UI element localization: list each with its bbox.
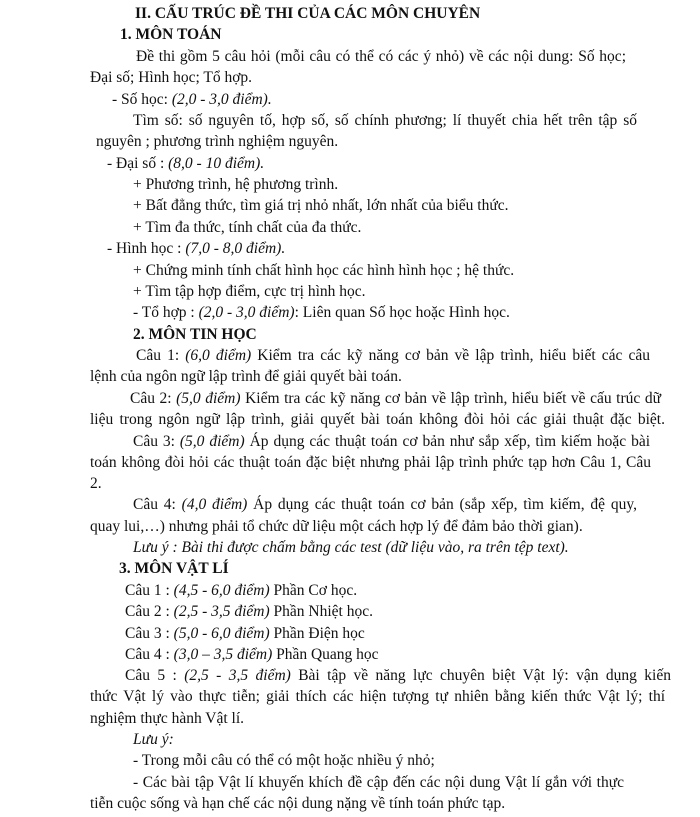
ly-q5-line2: thức Vật lý vào thực tiễn; giải thích các hiện tượng tự nhiên bằng kiến thức Vật lý; thí — [90, 688, 665, 705]
ly-q-topic: Phần Quang học — [272, 646, 379, 663]
to-hop-line — [133, 302, 510, 323]
tin-q2-line1 — [130, 388, 661, 409]
tin-q2-text: Kiểm tra các kỹ năng cơ bản về lập trình, hiểu biết về cấu trúc dữ — [240, 390, 661, 407]
math-intro-line2: Đại số; Hình học; Tổ hợp. — [90, 69, 253, 86]
informatics-heading: 2. MÔN TIN HỌC — [133, 326, 257, 343]
physics-note-item: - Trong mỗi câu có thể có một hoặc nhiều ý nhỏ; — [133, 752, 435, 769]
physics-note-item-line2: tiễn cuộc sống và hạn chế các nội dung nặng về tính toán phức tạp. — [90, 795, 506, 812]
tin-q3-label: Câu 3: — [133, 433, 180, 450]
so-hoc-desc-line2: nguyên ; phương trình nghiệm nguyên. — [96, 133, 339, 150]
hinh-hoc-points: (7,0 - 8,0 điểm). — [185, 240, 286, 257]
ly-question-line — [125, 644, 379, 665]
math-heading: 1. MÔN TOÁN — [120, 26, 222, 43]
dai-so-item: + Phương trình, hệ phương trình. — [133, 176, 339, 193]
ly-question-line — [125, 623, 365, 644]
dai-so-label: - Đại số : — [107, 155, 169, 172]
informatics-note: Lưu ý : Bài thi được chấm bằng các test (dữ liệu vào, ra trên tệp text). — [133, 539, 569, 556]
so-hoc-points: (2,0 - 3,0 điểm). — [171, 91, 272, 108]
so-hoc-desc-line1: Tìm số: số nguyên tố, hợp số, số chính phương; lí thuyết chia hết trên tập số — [133, 112, 637, 129]
tin-q1-points: (6,0 điểm) — [185, 347, 252, 364]
ly-q5-points: (2,5 - 3,5 điểm) — [184, 667, 291, 684]
tin-q3-line1 — [133, 431, 650, 452]
physics-note-label: Lưu ý: — [133, 731, 174, 748]
dai-so-points: (8,0 - 10 điểm). — [168, 155, 265, 172]
hinh-hoc-item: + Chứng minh tính chất hình học các hình hình học ; hệ thức. — [133, 262, 515, 279]
section-title: II. CẤU TRÚC ĐỀ THI CỦA CÁC MÔN CHUYÊN — [135, 5, 481, 22]
ly-question-line — [125, 580, 357, 601]
so-hoc-label: - Số học: — [112, 91, 172, 108]
tin-q1-line1 — [136, 345, 650, 366]
hinh-hoc-line — [107, 238, 285, 259]
ly-q-label: Câu 4 : — [125, 646, 174, 663]
hinh-hoc-item: + Tìm tập hợp điểm, cực trị hình học. — [133, 283, 366, 300]
ly-q-points: (5,0 - 6,0 điểm) — [173, 625, 270, 642]
to-hop-points: (2,0 - 3,0 điểm) — [198, 304, 295, 321]
ly-q-label: Câu 1 : — [125, 582, 174, 599]
ly-q-label: Câu 2 : — [125, 603, 174, 620]
ly-q-topic: Phần Nhiệt học. — [269, 603, 373, 620]
tin-q1-label: Câu 1: — [136, 347, 186, 364]
tin-q3-points: (5,0 điểm) — [179, 433, 245, 450]
tin-q4-line2: quay lui,…) nhưng phải tổ chức dữ liệu một cách hợp lý để đảm bảo thời gian). — [90, 518, 583, 535]
ly-q-label: Câu 3 : — [125, 625, 174, 642]
tin-q1-text: Kiểm tra các kỹ năng cơ bản về lập trình, hiểu biết các câu — [251, 347, 650, 364]
hinh-hoc-label: - Hình học : — [107, 240, 186, 257]
tin-q2-line2: liệu trong ngôn ngữ lập trình, giải quyết bài toán không đòi hỏi các giải thuật đặc biệt. — [90, 411, 665, 428]
tin-q1-line2: lệnh của ngôn ngữ lập trình để giải quyết bài toán. — [90, 368, 402, 385]
tin-q3-line3: 2. — [90, 475, 102, 492]
tin-q3-line2: toán không đòi hỏi các thuật toán đặc biệt nhưng phải lập trình phức tạp hơn Câu 1, Câu — [90, 454, 651, 471]
ly-q-points: (4,5 - 6,0 điểm) — [173, 582, 270, 599]
ly-q5-line3: nghiệm thực hành Vật lí. — [90, 710, 245, 727]
to-hop-label: - Tổ hợp : — [133, 304, 199, 321]
tin-q2-label: Câu 2: — [130, 390, 177, 407]
ly-question-line — [125, 601, 373, 622]
tin-q2-points: (5,0 điểm) — [176, 390, 241, 407]
tin-q4-text: Áp dụng các thuật toán cơ bản (sắp xếp, tìm kiếm, đệ quy, — [247, 496, 637, 513]
tin-q4-label: Câu 4: — [133, 496, 182, 513]
ly-q5-text: Bài tập về năng lực chuyên biệt Vật lý: vận dụng kiến — [290, 667, 671, 684]
math-intro-line1: Đề thi gồm 5 câu hỏi (mỗi câu có thể có các ý nhỏ) về các nội dung: Số học; — [136, 48, 626, 65]
tin-q3-text: Áp dụng các thuật toán cơ bản như sắp xếp, tìm kiếm hoặc bài — [244, 433, 651, 450]
physics-note-item-line1: - Các bài tập Vật lí khuyến khích đề cập đến các nội dung Vật lí gắn với thực — [133, 774, 624, 791]
physics-heading: 3. MÔN VẬT LÍ — [119, 560, 229, 577]
ly-q5-line1 — [125, 665, 671, 686]
dai-so-line — [107, 153, 264, 174]
ly-q-topic: Phần Cơ học. — [269, 582, 358, 599]
tin-q4-line1 — [133, 494, 637, 515]
dai-so-item: + Bất đẳng thức, tìm giá trị nhỏ nhất, lớn nhất của biểu thức. — [133, 197, 509, 214]
ly-q-topic: Phần Điện học — [269, 625, 365, 642]
to-hop-desc: : Liên quan Số học hoặc Hình học. — [294, 304, 510, 321]
so-hoc-line — [112, 89, 272, 110]
ly-q5-label: Câu 5 : — [125, 667, 185, 684]
tin-q4-points: (4,0 điểm) — [181, 496, 248, 513]
ly-q-points: (3,0 – 3,5 điểm) — [173, 646, 273, 663]
ly-q-points: (2,5 - 3,5 điểm) — [173, 603, 270, 620]
dai-so-item: + Tìm đa thức, tính chất của đa thức. — [133, 219, 362, 236]
